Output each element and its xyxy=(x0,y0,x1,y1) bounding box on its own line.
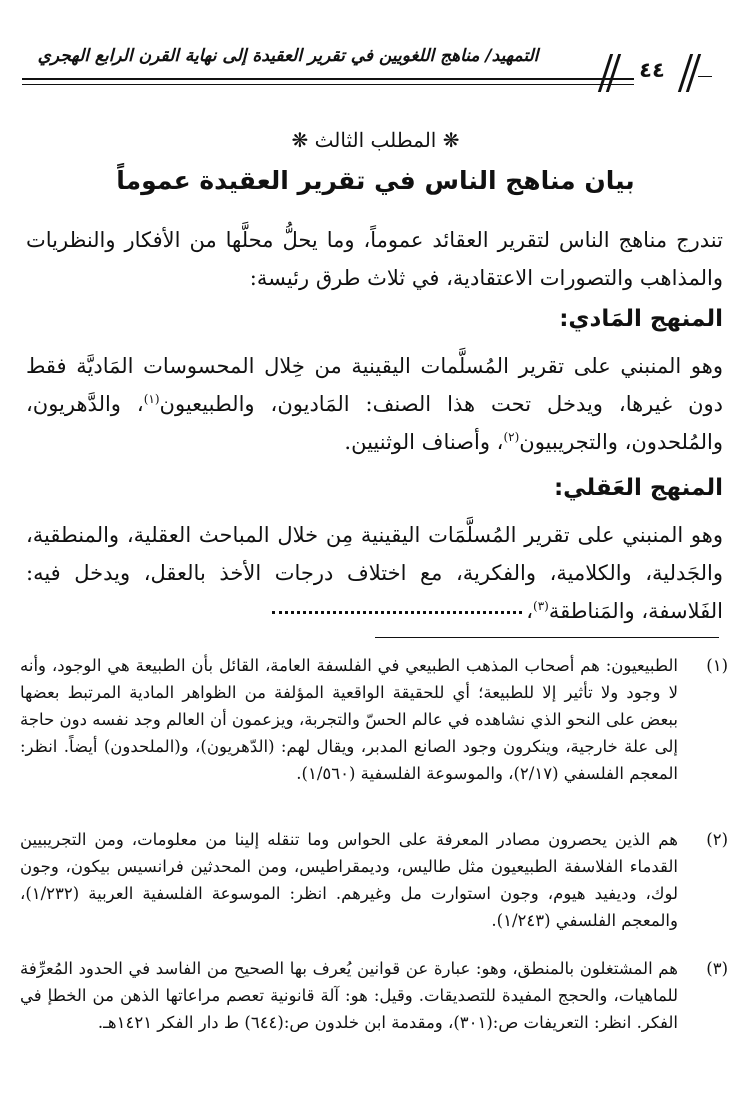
footnote-ref-2[interactable]: (٢) xyxy=(503,430,520,444)
paragraph-text: ، xyxy=(526,599,533,623)
paragraph-text: ، وأصناف الوثنيين. xyxy=(344,430,504,454)
rational-paragraph xyxy=(26,516,723,630)
header-rule xyxy=(22,78,634,80)
paragraph-text: وهو المنبني على تقرير المُسلَّمات اليقينية من خِلال المحسوسات المَاديَّة فقط دون غيرها، ويدخل تحت هذا الصنف: المَاديون، والطبيعيون xyxy=(26,354,723,416)
running-header xyxy=(18,40,734,90)
footnote-text: الطبيعيون: هم أصحاب المذهب الطبيعي في الفلسفة العامة، القائل بأن الطبيعة هي الوجود، وأنه لا وجود ولا تأثير إلا للطبيعة؛ أي للحقيقة الواقعية المؤلفة من الظواهر المادية المرتبط بعضها ببعض على النحو الذي نشاهده في عالم الحسّ والتجربة، ويزعمون أن العالم وجد نفسه دون حاجة إلى علة خارجية، وينكرون وجود الصانع المدبر، ويقال لهم: (الدّهريون)، و(الملحدون) أيضاً. انظر: المعجم الفلسفي (٢/١٧)، والموسوعة الفلسفية (١/٥٦٠). xyxy=(20,656,678,783)
heading-material-method: المنهج المَادي: xyxy=(559,306,723,332)
heading-rational-method: المنهج العَقلي: xyxy=(553,475,723,501)
material-paragraph xyxy=(26,347,723,461)
paragraph-text: ، والدَّهريون، والمُلحدون، والتجريبيون xyxy=(26,392,723,454)
footnote-number: (٢) xyxy=(706,830,728,849)
intro-paragraph: تندرج مناهج الناس لتقرير العقائد عموماً، وما يحلُّ محلَّها من الأفكار والنظريات والمذاهب والتصورات الاعتقادية، في ثلاث طرق رئيسة: xyxy=(26,228,723,290)
header-rule xyxy=(698,76,712,77)
footnote-ref-1[interactable]: (١) xyxy=(143,392,160,406)
footnote-number: (٣) xyxy=(706,959,728,978)
footnote-text: هم الذين يحصرون مصادر المعرفة على الحواس وما تنقله إلينا من معلومات، ومن التجريبيين القدماء الفلاسفة الطبيعيون مثل طاليس، وديمقراطيس، ومن المحدثين فرانسيس بيكون، وجون لوك، وديفيد هيوم، وجون استوارت مل وغيرهم. انظر: الموسوعة الفلسفية العربية (١/٢٣٢)، والمعجم الفلسفي (١/٢٤٣). xyxy=(20,830,678,930)
page-number-box xyxy=(594,54,714,90)
page-title: بيان مناهج الناس في تقرير العقيدة عموماً xyxy=(116,166,635,195)
paragraph-text: وهو المنبني على تقرير المُسلَّمَات اليقينية مِن خلال المباحث العقلية، والمنطقية، والجَدلية، والكلامية، والفكرية، مع اختلاف درجات الأخذ بالعقل، ويدخل فيه: الفَلاسفة، والمَناطقة xyxy=(26,523,723,623)
section-label: ❋ المطلب الثالث ❋ xyxy=(291,128,460,152)
running-title: التمهيد/ مناهج اللغويين في تقرير العقيدة إلى نهاية القرن الرابع الهجري xyxy=(37,46,539,66)
footnote-text: هم المشتغلون بالمنطق، وهو: عبارة عن قوانين يُعرف بها الصحيح من الفاسد في الحدود المُعرِّفة للماهيات، والحجج المفيدة للتصديقات. وقيل: هو: آلة قانونية تعصم مراعاتها الذهن من الخطإ في الفكر. انظر: التعريفات ص:(٣٠١)، ومقدمة ابن خلدون ص:(٦٤٤) ط دار الفكر ١٤٢١هـ. xyxy=(20,959,678,1032)
footnote-1 xyxy=(20,652,728,787)
footnote-number: (١) xyxy=(706,656,728,675)
page-number: ٤٤ xyxy=(639,58,665,82)
continuation-dots xyxy=(272,611,522,614)
footnote-2 xyxy=(20,826,728,934)
footnote-ref-3[interactable]: (٣) xyxy=(533,599,549,613)
footnote-3 xyxy=(20,955,728,1036)
header-rule xyxy=(22,84,634,85)
footnote-separator xyxy=(375,637,719,638)
